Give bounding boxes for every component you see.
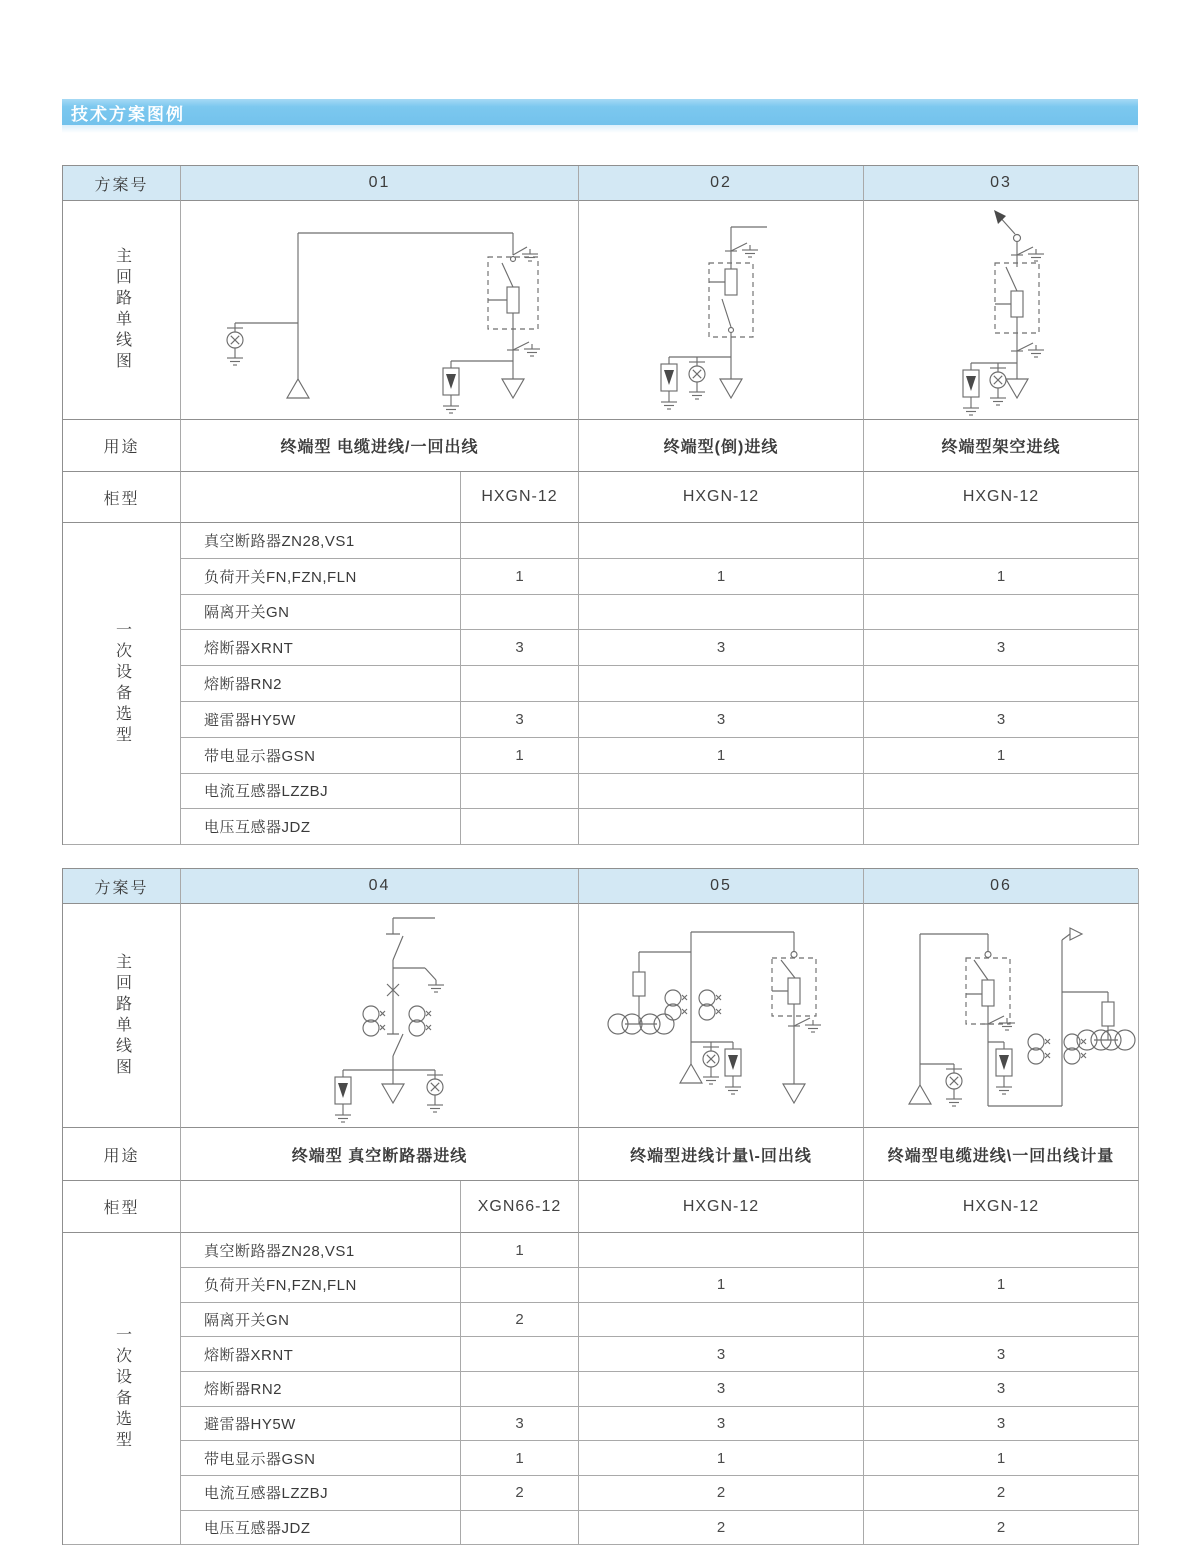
- equipment-qty: 1: [864, 738, 1139, 774]
- equipment-qty: [579, 1303, 864, 1338]
- usage-row-label: 用途: [63, 420, 181, 472]
- equipment-qty: [864, 1303, 1139, 1338]
- equipment-qty: 1: [864, 559, 1139, 595]
- equipment-qty: [461, 1268, 579, 1303]
- equipment-qty: 1: [579, 559, 864, 595]
- single-line-diagram-04: [181, 904, 579, 1128]
- equipment-qty: [579, 774, 864, 810]
- cabinet-scheme-05: HXGN-12: [579, 1181, 864, 1233]
- equipment-qty: [461, 1372, 579, 1407]
- equipment-qty: 3: [461, 630, 579, 666]
- cabinet-scheme-01: HXGN-12: [461, 472, 579, 523]
- scheme-id-04: 04: [181, 869, 579, 904]
- equipment-qty: 3: [864, 702, 1139, 738]
- equipment-qty: [461, 774, 579, 810]
- equipment-qty: 3: [864, 1372, 1139, 1407]
- usage-row-label: 用途: [63, 1128, 181, 1181]
- cabinet-name-spacer: [181, 472, 461, 523]
- equipment-name: 真空断路器ZN28,VS1: [181, 1233, 461, 1268]
- equipment-qty: [461, 595, 579, 631]
- equipment-name: 熔断器XRNT: [181, 1337, 461, 1372]
- equipment-name: 避雷器HY5W: [181, 1407, 461, 1442]
- equipment-name: 熔断器RN2: [181, 666, 461, 702]
- diagram-svg-04: [183, 906, 577, 1125]
- equipment-qty: [579, 666, 864, 702]
- equipment-qty: 3: [864, 1407, 1139, 1442]
- scheme-id-06: 06: [864, 869, 1139, 904]
- diagram-row-label: 主回路单线图: [63, 201, 181, 420]
- equipment-name: 电压互感器JDZ: [181, 809, 461, 845]
- equipment-name: 带电显示器GSN: [181, 1441, 461, 1476]
- equipment-qty: 2: [864, 1511, 1139, 1546]
- single-line-diagram-06: [864, 904, 1139, 1128]
- scheme-id-03: 03: [864, 166, 1139, 201]
- equipment-qty: 2: [461, 1303, 579, 1338]
- single-line-diagram-01: [181, 201, 579, 420]
- equipment-name: 熔断器RN2: [181, 1372, 461, 1407]
- scheme-row-label: 方案号: [63, 166, 181, 201]
- usage-scheme-03: 终端型架空进线: [864, 420, 1139, 472]
- equipment-qty: 1: [461, 1233, 579, 1268]
- equipment-name: 隔离开关GN: [181, 595, 461, 631]
- equipment-qty: 3: [579, 702, 864, 738]
- scheme-id-02: 02: [579, 166, 864, 201]
- cabinet-scheme-03: HXGN-12: [864, 472, 1139, 523]
- equipment-qty: [864, 666, 1139, 702]
- equipment-qty: 1: [461, 738, 579, 774]
- equipment-qty: [461, 1337, 579, 1372]
- equipment-qty: [461, 1511, 579, 1546]
- equipment-qty: [864, 809, 1139, 845]
- equipment-qty: 3: [579, 1337, 864, 1372]
- equipment-qty: 3: [579, 1407, 864, 1442]
- equipment-row-label: 一次设备选型: [63, 1233, 181, 1545]
- title-underline: [62, 125, 1138, 133]
- cabinet-scheme-04: XGN66-12: [461, 1181, 579, 1233]
- equipment-qty: [864, 1233, 1139, 1268]
- usage-scheme-02: 终端型(倒)进线: [579, 420, 864, 472]
- equipment-qty: [461, 809, 579, 845]
- cabinet-name-spacer: [181, 1181, 461, 1233]
- usage-scheme-05: 终端型进线计量\-回出线: [579, 1128, 864, 1181]
- equipment-qty: 1: [579, 738, 864, 774]
- equipment-name: 带电显示器GSN: [181, 738, 461, 774]
- equipment-qty: 2: [579, 1511, 864, 1546]
- equipment-name: 电流互感器LZZBJ: [181, 1476, 461, 1511]
- equipment-qty: [579, 1233, 864, 1268]
- equipment-name: 真空断路器ZN28,VS1: [181, 523, 461, 559]
- equipment-name: 负荷开关FN,FZN,FLN: [181, 559, 461, 595]
- equipment-name: 隔离开关GN: [181, 1303, 461, 1338]
- equipment-qty: [579, 809, 864, 845]
- equipment-qty: 1: [864, 1441, 1139, 1476]
- equipment-qty: 1: [579, 1268, 864, 1303]
- scheme-table-04-06: [62, 868, 1138, 1545]
- single-line-diagram-02: [579, 201, 864, 420]
- equipment-qty: 2: [579, 1476, 864, 1511]
- equipment-qty: 1: [864, 1268, 1139, 1303]
- page-title: 技术方案图例: [71, 104, 185, 124]
- equipment-qty: [864, 523, 1139, 559]
- equipment-qty: [461, 523, 579, 559]
- equipment-qty: 3: [579, 630, 864, 666]
- scheme-id-01: 01: [181, 166, 579, 201]
- single-line-diagram-03: [864, 201, 1139, 420]
- equipment-name: 电流互感器LZZBJ: [181, 774, 461, 810]
- equipment-qty: 3: [864, 1337, 1139, 1372]
- equipment-name: 熔断器XRNT: [181, 630, 461, 666]
- section-title-bar: [62, 99, 1138, 125]
- diagram-svg-02: [581, 203, 862, 417]
- equipment-qty: 3: [461, 1407, 579, 1442]
- usage-scheme-06: 终端型电缆进线\一回出线计量: [864, 1128, 1139, 1181]
- diagram-row-label: 主回路单线图: [63, 904, 181, 1128]
- diagram-svg-03: [866, 203, 1137, 417]
- equipment-qty: 1: [461, 1441, 579, 1476]
- equipment-qty: 2: [864, 1476, 1139, 1511]
- usage-scheme-04: 终端型 真空断路器进线: [181, 1128, 579, 1181]
- equipment-qty: [461, 666, 579, 702]
- scheme-table-01-03: [62, 165, 1138, 845]
- scheme-id-05: 05: [579, 869, 864, 904]
- cabinet-row-label: 柜型: [63, 1181, 181, 1233]
- equipment-qty: [864, 595, 1139, 631]
- equipment-name: 电压互感器JDZ: [181, 1511, 461, 1546]
- cabinet-scheme-02: HXGN-12: [579, 472, 864, 523]
- equipment-qty: 3: [864, 630, 1139, 666]
- equipment-qty: 2: [461, 1476, 579, 1511]
- equipment-name: 避雷器HY5W: [181, 702, 461, 738]
- single-line-diagram-05: [579, 904, 864, 1128]
- equipment-qty: 1: [579, 1441, 864, 1476]
- equipment-qty: [579, 595, 864, 631]
- equipment-qty: 1: [461, 559, 579, 595]
- equipment-qty: 3: [461, 702, 579, 738]
- usage-scheme-01: 终端型 电缆进线/一回出线: [181, 420, 579, 472]
- scheme-row-label: 方案号: [63, 869, 181, 904]
- cabinet-scheme-06: HXGN-12: [864, 1181, 1139, 1233]
- diagram-svg-01: [183, 203, 577, 417]
- equipment-qty: [579, 523, 864, 559]
- equipment-name: 负荷开关FN,FZN,FLN: [181, 1268, 461, 1303]
- diagram-svg-06: [866, 906, 1137, 1125]
- diagram-svg-05: [581, 906, 862, 1125]
- equipment-qty: [864, 774, 1139, 810]
- equipment-row-label: 一次设备选型: [63, 523, 181, 845]
- equipment-qty: 3: [579, 1372, 864, 1407]
- cabinet-row-label: 柜型: [63, 472, 181, 523]
